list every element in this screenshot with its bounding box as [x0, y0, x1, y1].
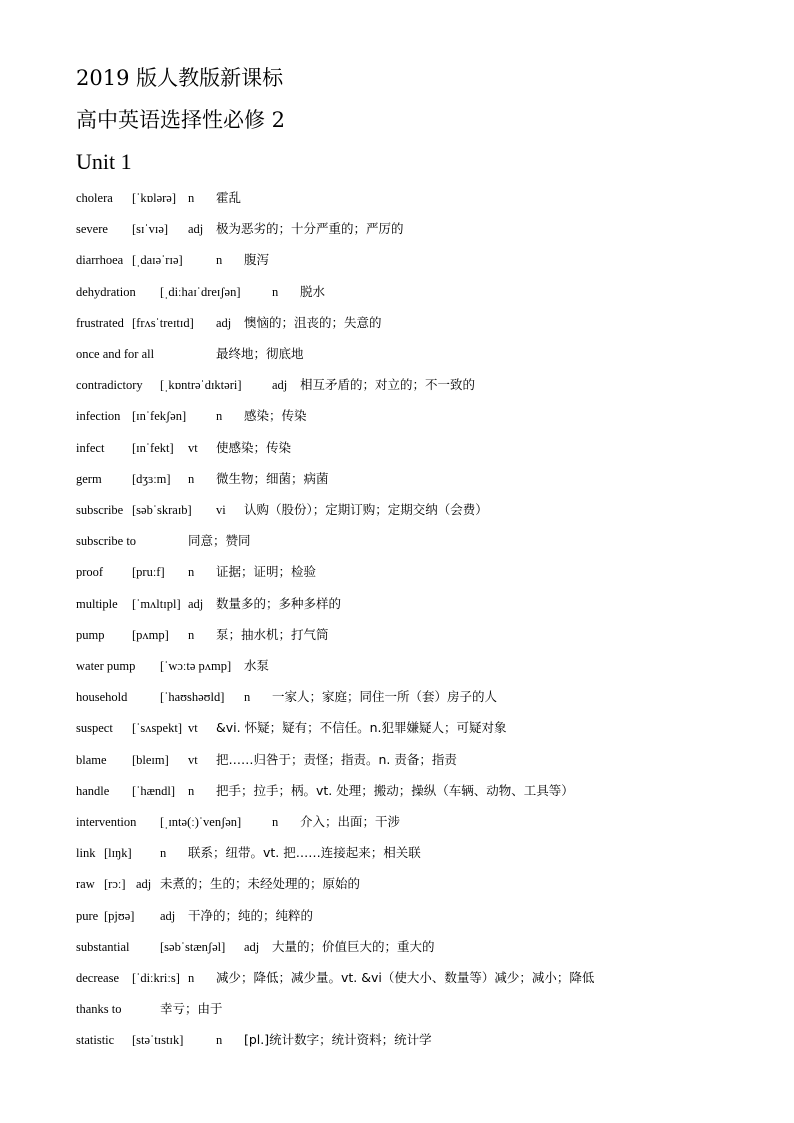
- vocab-part-of-speech: n: [188, 565, 195, 580]
- vocab-phonetic: [pʌmp]: [132, 627, 169, 642]
- vocab-part-of-speech: adj: [272, 378, 288, 393]
- vocab-part-of-speech: vt: [188, 721, 198, 736]
- vocab-word: blame: [76, 752, 107, 767]
- vocab-entry: [76, 283, 776, 301]
- vocab-part-of-speech: n: [188, 783, 195, 798]
- vocab-part-of-speech: n: [272, 815, 279, 829]
- vocab-entry: [76, 314, 776, 332]
- vocab-phonetic: [ˌkɒntrəˈdɪktəri]: [160, 378, 242, 393]
- vocab-meaning: 减少；降低；减少量。vt. &vi（使大小、数量等）减少；减小；降低: [216, 970, 595, 985]
- vocab-entry: [76, 626, 776, 644]
- vocab-part-of-speech: adj: [216, 315, 232, 330]
- vocab-word: infect: [76, 440, 105, 455]
- vocab-word: diarrhoea: [76, 253, 124, 268]
- vocab-part-of-speech: n: [216, 1033, 223, 1048]
- vocab-meaning: 感染；传染: [244, 408, 307, 424]
- vocab-meaning: 脱水: [300, 283, 326, 299]
- vocab-phonetic: [rɔː]: [104, 877, 126, 892]
- heading-unit: Unit 1: [76, 149, 132, 174]
- vocab-meaning: 大量的；价值巨大的；重大的: [272, 938, 435, 954]
- heading-edition: 2019 版人教版新课标: [76, 66, 284, 90]
- vocab-part-of-speech: adj: [136, 877, 152, 892]
- vocab-meaning: 水泵: [244, 658, 270, 673]
- vocab-phonetic: [bleɪm]: [132, 752, 169, 767]
- vocab-part-of-speech: n: [244, 690, 251, 705]
- vocab-word: water pump: [76, 659, 136, 673]
- vocab-entry: [76, 220, 776, 238]
- vocab-phonetic: [səbˈskraɪb]: [132, 503, 192, 517]
- vocab-phonetic: [dʒɜːm]: [132, 471, 171, 486]
- vocab-entry: [76, 844, 776, 862]
- vocab-phonetic: [frʌsˈtreɪtɪd]: [132, 315, 194, 330]
- vocab-part-of-speech: vt: [188, 440, 198, 455]
- vocab-meaning: 幸亏；由于: [160, 1001, 223, 1017]
- vocab-phonetic: [pruːf]: [132, 565, 165, 580]
- vocab-meaning: 把……归咎于；责怪；指责。n. 责备；指责: [216, 751, 457, 767]
- vocab-entry: [76, 251, 776, 269]
- vocab-word: suspect: [76, 721, 113, 736]
- vocab-meaning: 证据；证明；检验: [216, 564, 317, 580]
- vocab-phonetic: [pjʊə]: [104, 908, 135, 923]
- vocab-meaning: 同意；赞同: [188, 533, 251, 549]
- vocab-entry: [76, 782, 776, 800]
- vocab-meaning: 微生物；细菌；病菌: [216, 470, 329, 486]
- vocab-phonetic: [ˌdiːhaɪˈdreɪʃən]: [160, 284, 241, 299]
- vocab-entry: [76, 969, 776, 987]
- vocab-word: frustrated: [76, 315, 124, 330]
- vocab-meaning: 使感染；传染: [216, 439, 292, 455]
- vocab-phonetic: [ˌdaɪəˈrɪə]: [132, 253, 183, 268]
- vocab-word: cholera: [76, 191, 113, 205]
- vocab-meaning: 未煮的；生的；未经处理的；原始的: [160, 876, 361, 892]
- vocab-meaning: 相互矛盾的；对立的；不一致的: [300, 377, 476, 393]
- vocab-part-of-speech: vi: [216, 503, 226, 517]
- vocab-entry: [76, 470, 776, 488]
- vocab-phonetic: [ˈkɒlərə]: [132, 191, 177, 205]
- vocab-word: intervention: [76, 815, 137, 829]
- vocab-entry: [76, 376, 776, 394]
- vocab-meaning: [pl.]统计数字；统计资料；统计学: [244, 1032, 432, 1048]
- vocab-phonetic: [ˈdiːkriːs]: [132, 971, 180, 985]
- vocab-entry: [76, 439, 776, 457]
- vocab-word: infection: [76, 409, 121, 424]
- vocab-phonetic: [ˈwɔːtə pʌmp]: [160, 659, 232, 673]
- vocab-part-of-speech: adj: [160, 908, 176, 923]
- vocab-word: link: [76, 846, 96, 861]
- vocab-word: subscribe to: [76, 534, 137, 549]
- vocab-word: germ: [76, 471, 102, 486]
- vocab-part-of-speech: n: [188, 471, 195, 486]
- vocab-part-of-speech: n: [216, 253, 223, 268]
- vocab-entry: [76, 1031, 776, 1049]
- vocab-word: pure: [76, 908, 99, 923]
- vocab-word: thanks to: [76, 1002, 122, 1017]
- vocab-meaning: 一家人；家庭；同住一所（套）房子的人: [272, 689, 498, 705]
- vocab-meaning: 霍乱: [216, 190, 242, 205]
- vocab-phonetic: [ˈsʌspekt]: [132, 721, 182, 736]
- vocab-phonetic: [ˈhaʊshəʊld]: [160, 690, 225, 705]
- vocab-entry: [76, 907, 776, 925]
- vocab-entry: [76, 563, 776, 581]
- vocab-word: subscribe: [76, 503, 124, 517]
- vocab-phonetic: [ˌɪntə(ː)ˈvenʃən]: [160, 815, 242, 829]
- vocab-phonetic: [stəˈtɪstɪk]: [132, 1033, 184, 1048]
- vocab-part-of-speech: n: [216, 409, 223, 424]
- vocab-word: statistic: [76, 1033, 115, 1048]
- vocab-meaning: 极为恶劣的；十分严重的；严厉的: [216, 221, 404, 237]
- vocab-entry: [76, 657, 776, 675]
- vocab-phonetic: [sɪˈvɪə]: [132, 222, 169, 237]
- vocab-entry: [76, 938, 776, 956]
- vocab-phonetic: [ɪnˈfekt]: [132, 440, 174, 455]
- vocab-entry: [76, 532, 776, 550]
- vocab-entry: [76, 688, 776, 706]
- vocab-meaning: 介入；出面；干涉: [300, 814, 401, 829]
- vocab-phonetic: [lɪŋk]: [104, 846, 132, 861]
- vocab-word: dehydration: [76, 284, 136, 299]
- vocab-meaning: 泵；抽水机；打气筒: [216, 626, 329, 642]
- vocab-part-of-speech: n: [272, 284, 279, 299]
- vocab-meaning: 腹泻: [244, 252, 270, 268]
- vocab-part-of-speech: n: [188, 971, 195, 985]
- vocab-word: contradictory: [76, 378, 143, 393]
- vocab-meaning: 数量多的；多种多样的: [216, 595, 342, 611]
- vocab-entry: [76, 189, 776, 207]
- vocab-word: raw: [76, 877, 95, 892]
- vocab-entry: [76, 345, 776, 363]
- vocab-word: once and for all: [76, 347, 155, 361]
- vocab-meaning: &vi. 怀疑；疑有；不信任。n.犯罪嫌疑人；可疑对象: [216, 720, 507, 736]
- vocab-entry: [76, 595, 776, 613]
- vocab-meaning: 联系；纽带。vt. 把……连接起来；相关联: [188, 845, 421, 861]
- vocab-word: substantial: [76, 939, 130, 954]
- vocab-entry: [76, 751, 776, 769]
- vocab-phonetic: [ˈmʌltɪpl]: [132, 596, 181, 611]
- vocab-meaning: 认购（股份）；定期订购；定期交纳（会费）: [244, 502, 488, 517]
- vocab-entry: [76, 719, 776, 737]
- vocab-meaning: 把手；拉手；柄。vt. 处理；搬动；操纵（车辆、动物、工具等）: [216, 782, 574, 798]
- vocab-entry: [76, 407, 776, 425]
- vocab-entry: [76, 501, 776, 519]
- vocab-meaning: 懊恼的；沮丧的；失意的: [244, 314, 382, 330]
- vocab-part-of-speech: adj: [244, 939, 260, 954]
- vocab-phonetic: [ɪnˈfekʃən]: [132, 409, 187, 424]
- vocab-phonetic: [səbˈstænʃəl]: [160, 939, 226, 954]
- vocab-word: decrease: [76, 971, 120, 985]
- vocab-part-of-speech: n: [160, 846, 167, 861]
- vocab-entry: [76, 813, 776, 831]
- vocab-entry: [76, 875, 776, 893]
- vocab-word: handle: [76, 783, 110, 798]
- vocab-word: household: [76, 690, 128, 705]
- vocab-word: proof: [76, 565, 104, 580]
- vocab-meaning: 干净的；纯的；纯粹的: [188, 907, 314, 923]
- vocab-part-of-speech: n: [188, 627, 195, 642]
- vocab-meaning: 最终地；彻底地: [216, 346, 304, 361]
- heading-course: 高中英语选择性必修 2: [76, 108, 286, 132]
- vocab-word: severe: [76, 222, 108, 237]
- vocab-word: multiple: [76, 596, 118, 611]
- vocab-part-of-speech: n: [188, 191, 195, 205]
- vocab-entry: [76, 1000, 776, 1018]
- vocab-word: pump: [76, 627, 105, 642]
- vocab-phonetic: [ˈhændl]: [132, 783, 176, 798]
- vocab-part-of-speech: adj: [188, 596, 204, 611]
- vocab-part-of-speech: adj: [188, 222, 204, 237]
- vocab-part-of-speech: vt: [188, 752, 198, 767]
